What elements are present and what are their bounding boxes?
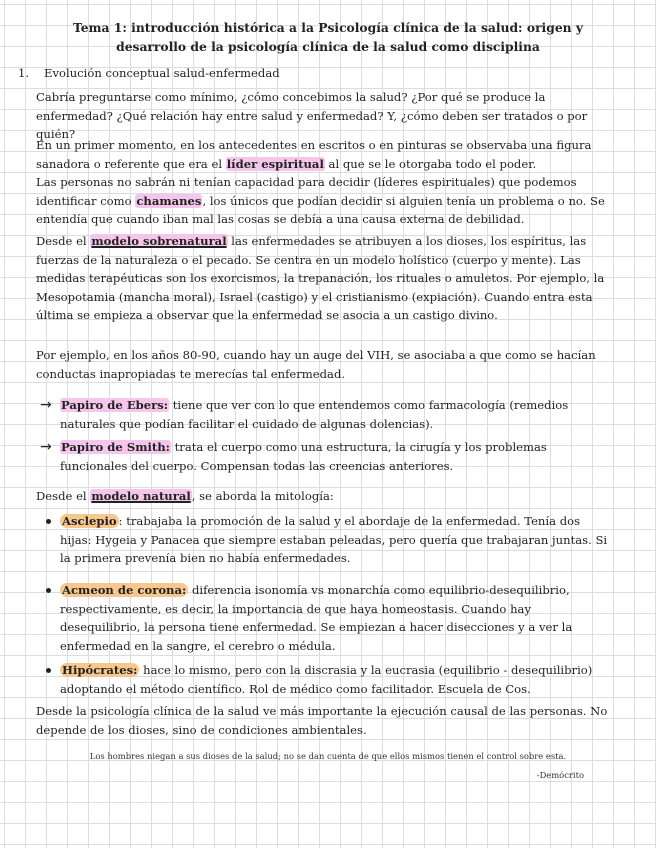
quote-text: Los hombres niegan a sus dioses de la salud; no se dan cuenta de que ellos mismos tienen el control sobre esta. [89, 751, 567, 761]
term-modelo-sobrenatural: modelo sobrenatural [91, 234, 227, 248]
paragraph-modelo-natural: Desde el modelo natural, se aborda la mitología: [36, 489, 334, 503]
bullet-icon [46, 588, 51, 593]
term-papiro-ebers: Papiro de Ebers: [61, 398, 169, 412]
paragraph-vih-example: Por ejemplo, en los años 80-90, cuando hay un auge del VIH, se asociaba a que como se hacían conductas inapropiadas te merecías tal enfermedad. [36, 348, 596, 381]
paragraph-questions: Cabría preguntarse como mínimo, ¿cómo concebimos la salud? ¿Por qué se produce la enfermedad? ¿Qué relación hay entre salud y enfermedad? Y, ¿cómo deben ser tratados o por quién? [36, 90, 588, 142]
paragraph-primer-momento: En un primer momento, en los antecedentes en escritos o en pinturas se observaba una figura sanadora o referente que era el líder espiritual al que se le otorgaba todo el poder. [36, 138, 592, 171]
term-asclepio: Asclepio [62, 514, 117, 528]
bullet-icon [46, 519, 51, 524]
term-papiro-smith: Papiro de Smith: [61, 440, 170, 454]
bullet-icon [46, 668, 51, 673]
section-heading: Evolución conceptual salud-enfermedad [44, 66, 280, 80]
term-chamanes: chamanes [136, 193, 202, 208]
term-lider-espiritual: líder espiritual [226, 156, 324, 171]
bullet-item-asclepio: Asclepio : trabajaba la promoción de la salud y el abordaje de la enfermedad. Tenía dos hijas: Hygeia y Panacea que siempre estaban peleadas, pero quería que trabajaran juntas. Si la primera prevenía bien no había enfermedades. [46, 512, 610, 568]
section-number: 1. [18, 66, 30, 80]
term-modelo-natural: modelo natural [91, 489, 191, 503]
document-title: Tema 1: introducción histórica a la Psicología clínica de la salud: origen y desarrollo de la psicología clínica de la salud como disciplina [72, 20, 584, 54]
arrow-icon: → [40, 397, 52, 413]
quote-author: -Demócrito [536, 770, 584, 780]
term-acmeon-de-corona: Acmeon de corona: [62, 583, 187, 597]
paragraph-chamanes: Las personas no sabrán ni tenían capacidad para decidir (líderes espirituales) que podemos identificar como chamanes, los únicos que podían decidir si alguien tenía un problema o no. Se entendía que cuando iban mal las cosas se debía a una causa externa de debilidad. [36, 175, 605, 227]
term-hipocrates: Hipócrates: [62, 663, 138, 677]
bullet-item-acmeon: Acmeon de corona: diferencia isonomía vs monarchía como equilibrio-desequilibrio, respectivamente, es decir, la importancia de que haya homeostasis. Cuando hay desequilibrio, la persona tiene enfermedad. Se empiezan a hacer disecciones y a ver la enfermedad en la sangre, el cerebro o médula. [46, 581, 610, 655]
bullet-item-hipocrates: Hipócrates: hace lo mismo, pero con la discrasia y la eucrasia (equilibrio - desequilibrio) adoptando el método científico. Rol de médico como facilitador. Escuela de Cos. [46, 661, 610, 698]
arrow-icon: → [40, 439, 52, 455]
arrow-item-papiro-ebers: → Papiro de Ebers: tiene que ver con lo que entendemos como farmacología (remedios naturales que podían facilitar el cuidado de algunas dolencias). [40, 397, 569, 431]
paragraph-psicologia-clinica: Desde la psicología clínica de la salud ve más importante la ejecución causal de las personas. No depende de los dioses, sino de condiciones ambientales. [36, 704, 608, 737]
arrow-item-papiro-smith: → Papiro de Smith: trata el cuerpo como una estructura, la cirugía y los problemas funcionales del cuerpo. Compensan todas las creencias anteriores. [40, 439, 547, 473]
paragraph-modelo-sobrenatural: Desde el modelo sobrenatural las enfermedades se atribuyen a los dioses, los espíritus, las fuerzas de la naturaleza o el pecado. Se centra en un modelo holístico (cuerpo y mente). Las medidas terapéuticas son los exorcismos, la trepanación, los rituales o amuletos. Por ejemplo, la Mesopotamia (mancha moral), Israel (castigo) y el cristianismo (expiación). Cuando entra esta última se empieza a observar que la enfermedad se asocia a un castigo divino. [36, 234, 605, 323]
